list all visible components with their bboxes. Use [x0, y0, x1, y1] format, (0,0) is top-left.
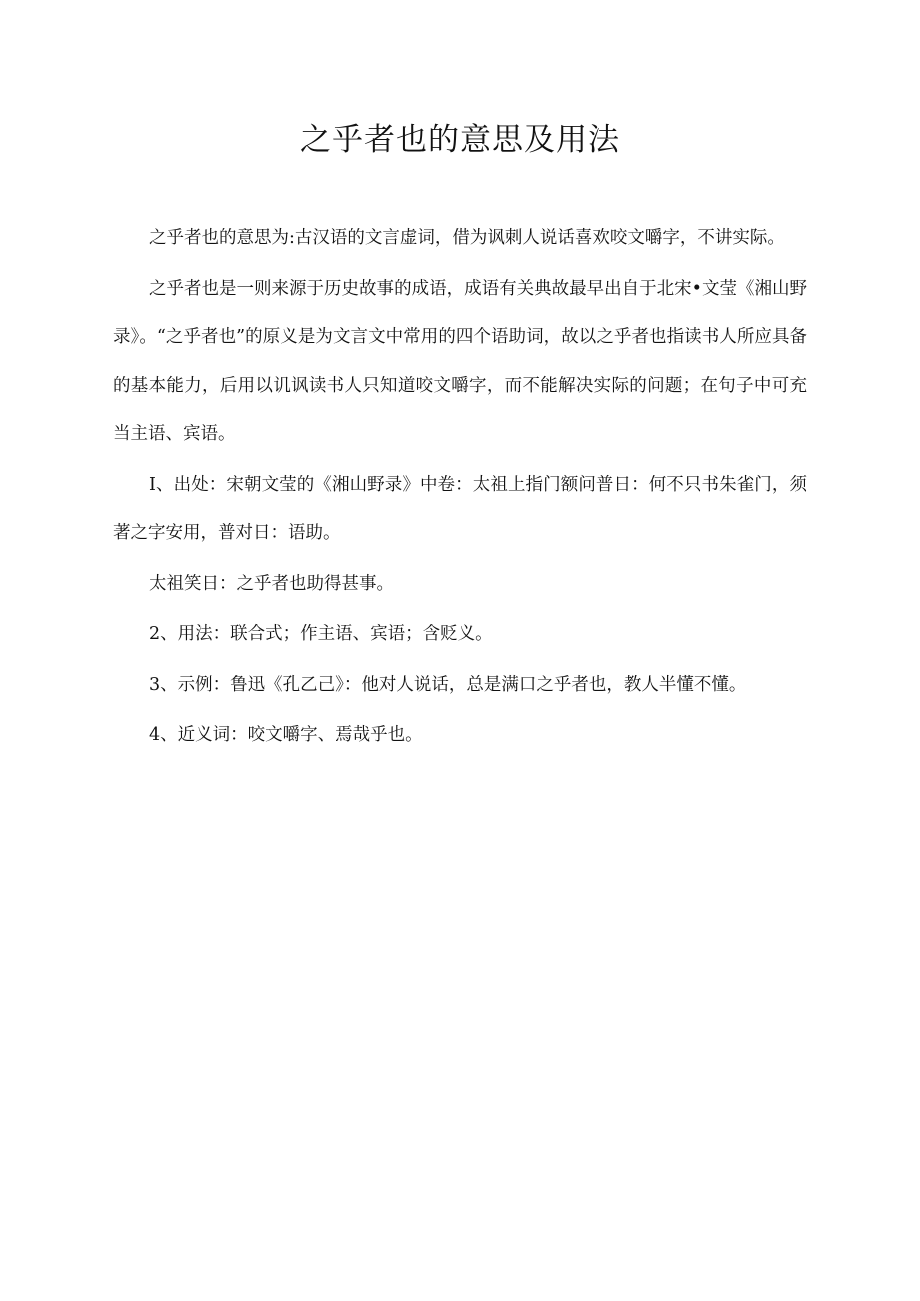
paragraph-origin: 之乎者也是一则来源于历史故事的成语，成语有关典故最早出自于北宋•文莹《湘山野录》。“之乎者也”的原义是为文言文中常用的四个语助词，故以之乎者也指读书人所应具备的基本能力，后用以讥讽读书人只知道咬文嚼字，而不能解决实际的问题；在句子中可充当主语、宾语。: [113, 278, 807, 444]
paragraph-example: 3、示例：鲁迅《孔乙己》：他对人说话，总是满口之乎者也，教人半懂不懂。: [149, 674, 747, 695]
paragraph-source-continued: 太祖笑日：之乎者也助得甚事。: [149, 573, 394, 594]
paragraph-source: I、出处：宋朝文莹的《湘山野录》中卷：太祖上指门额问普日：何不只书朱雀门，须著之字安用，普对日：语助。: [113, 474, 807, 543]
paragraph-synonyms: 4、近义词：咬文嚼字、焉哉乎也。: [149, 725, 423, 745]
paragraph-usage: 2、用法：联合式；作主语、宾语；含贬义。: [149, 624, 493, 644]
document-body: [113, 214, 807, 762]
page-title: 之乎者也的意思及用法: [300, 122, 620, 158]
paragraph-meaning: 之乎者也的意思为:古汉语的文言虚词，借为讽刺人说话喜欢咬文嚼字，不讲实际。: [149, 228, 785, 248]
